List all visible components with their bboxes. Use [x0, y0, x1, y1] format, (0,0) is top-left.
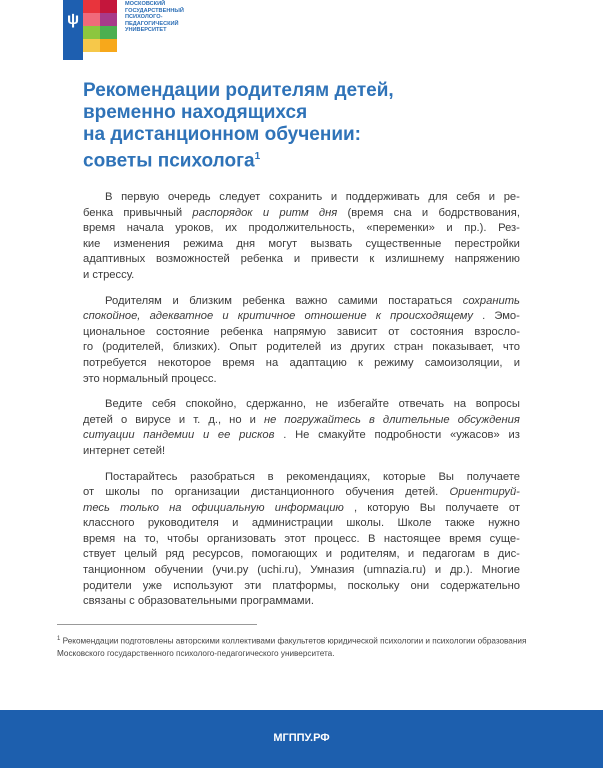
text-segment: ре-: [503, 191, 520, 203]
text-segment: .: [283, 429, 287, 442]
text-segment: педагогам: [422, 548, 476, 561]
text-segment: родителей: [266, 341, 322, 354]
text-segment: родителям,: [340, 548, 400, 561]
text-segment: (время: [347, 206, 384, 219]
text-segment: и: [488, 191, 496, 203]
text-segment: Многие: [481, 564, 520, 577]
text-segment: Не: [295, 429, 310, 442]
text-segment: взросло-: [474, 325, 520, 338]
text-segment: школы.: [346, 517, 385, 530]
text-segment: и: [293, 253, 301, 266]
paragraph: [83, 397, 520, 459]
text-segment: Школе: [397, 517, 432, 530]
text-segment: т.: [193, 413, 201, 426]
text-segment: этот: [284, 532, 306, 545]
text-segment: стран: [393, 341, 424, 354]
text-segment: себя: [456, 191, 481, 203]
text-segment: ряд: [165, 548, 185, 561]
text-segment: настоящее: [383, 532, 441, 545]
text-line: [83, 309, 520, 325]
text-segment: состояния: [410, 325, 464, 338]
text-segment: напряжению: [454, 253, 520, 266]
text-segment: самоизоляции,: [424, 356, 503, 369]
text-segment: сна: [393, 206, 412, 219]
text-segment: они: [410, 579, 430, 592]
text-segment: В: [368, 532, 376, 545]
logo-blue-column: [63, 0, 83, 60]
text-line: [83, 356, 520, 372]
text-segment: продолжительность,: [248, 222, 355, 235]
emphasis-text: длительные: [382, 413, 450, 426]
text-segment: время: [449, 532, 482, 545]
emphasis-text: и: [222, 310, 229, 323]
text-segment: разобраться: [190, 470, 255, 483]
text-segment: на: [453, 398, 467, 411]
logo-square: [100, 26, 117, 39]
text-segment: организовать: [207, 532, 276, 545]
psi-icon: ψ: [66, 11, 80, 28]
text-line: [83, 221, 520, 237]
emphasis-text: в: [369, 413, 375, 426]
text-segment: и: [178, 413, 186, 426]
text-segment: поддерживать: [345, 191, 420, 203]
emphasis-text: и: [202, 429, 210, 442]
text-segment: Постарайтесь: [105, 470, 178, 483]
emphasis-text: к: [375, 310, 382, 323]
logo-text-line: УНИВЕРСИТЕТ: [125, 27, 167, 34]
text-segment: Опыт: [229, 341, 258, 354]
text-line: [83, 485, 520, 501]
text-segment: что: [502, 341, 520, 354]
logo-square: [100, 13, 117, 26]
paragraph: [83, 190, 520, 284]
text-segment: суще-: [489, 532, 520, 545]
text-segment: адаптивных: [83, 253, 146, 266]
text-segment: и: [325, 548, 332, 561]
text-segment: к: [369, 253, 375, 266]
text-segment: «ужасов»: [449, 429, 500, 442]
logo-text-line: ПЕДАГОГИЧЕСКИЙ: [125, 20, 179, 27]
text-line: [83, 594, 520, 610]
text-segment: .: [482, 310, 486, 323]
text-line: [83, 294, 520, 310]
text-segment: время: [83, 532, 116, 545]
footnote-mark: 1: [57, 636, 61, 642]
emphasis-text: спокойное,: [83, 310, 141, 323]
emphasis-text: ее: [217, 429, 231, 442]
emphasis-text: информацию: [274, 501, 344, 514]
text-segment: уроков,: [175, 222, 214, 235]
text-segment: д.,: [208, 413, 222, 426]
footnote-reference[interactable]: 1: [254, 151, 261, 162]
text-segment: на: [123, 532, 136, 545]
text-segment: бодрствования,: [438, 206, 520, 219]
text-segment: Родителям: [105, 294, 162, 307]
text-segment: вопросы: [475, 398, 520, 411]
text-line: [83, 413, 520, 429]
text-segment: ребенка: [220, 325, 263, 338]
text-segment: вызвать: [310, 237, 353, 250]
text-segment: и: [172, 294, 179, 307]
text-segment: дня: [236, 237, 256, 250]
footnote-text: Рекомендации подготовлены авторскими коллективами факультетов юридической психологии и психологии образования Московского государственного психолого-педагогического университета.: [57, 636, 527, 659]
text-line: [83, 190, 520, 206]
text-segment: интернет сетей!: [83, 444, 166, 457]
logo-text-line: ГОСУДАРСТВЕННЫЙ: [125, 7, 184, 14]
text-line: [83, 252, 520, 268]
emphasis-text: пандемии: [143, 429, 195, 442]
text-segment: спокойно,: [185, 398, 237, 411]
text-line: [83, 547, 520, 563]
text-segment: детей: [83, 413, 113, 426]
text-segment: напрямую: [273, 325, 327, 338]
emphasis-text: погружайтесь: [284, 413, 361, 426]
footnote-divider: [57, 624, 257, 625]
text-segment: и: [421, 206, 429, 219]
text-segment: то,: [144, 532, 159, 545]
text-line: [83, 237, 520, 253]
text-segment: администрации: [251, 517, 334, 530]
text-segment: возможностей: [156, 253, 230, 266]
text-segment: обучения: [345, 486, 395, 499]
title-text: советы психолога: [83, 150, 255, 172]
text-segment: (uchi.ru),: [257, 564, 302, 577]
text-segment: «переменки»: [366, 222, 435, 235]
text-segment: платформы,: [272, 579, 337, 592]
text-segment: Умназия: [310, 564, 355, 577]
text-segment: привести: [310, 253, 359, 266]
footnote: [57, 633, 547, 661]
text-segment: которые: [383, 470, 426, 483]
text-segment: (учи.ру: [212, 564, 249, 577]
logo-square: [100, 0, 117, 13]
text-segment: в: [483, 548, 490, 561]
text-segment: помогающих: [251, 548, 318, 561]
emphasis-text: отношение: [304, 310, 367, 323]
text-segment: показывает,: [432, 341, 494, 354]
text-segment: ,: [354, 501, 358, 514]
text-line: [83, 516, 520, 532]
text-segment: для: [428, 191, 448, 203]
text-segment: детей.: [405, 486, 439, 499]
text-segment: эти: [244, 579, 262, 592]
text-segment: от: [388, 325, 400, 338]
emphasis-text: и: [262, 206, 270, 219]
text-segment: существенные: [365, 237, 442, 250]
text-segment: классного: [83, 517, 135, 530]
text-segment: на: [265, 356, 279, 369]
paragraph: [83, 470, 520, 610]
text-segment: циональное: [83, 325, 146, 338]
text-segment: изменения: [113, 237, 170, 250]
text-segment: адаптацию: [289, 356, 347, 369]
text-segment: ребенка: [240, 253, 284, 266]
text-segment: начала: [126, 222, 164, 235]
text-segment: организации: [174, 486, 240, 499]
text-segment: Эмо-: [494, 310, 520, 323]
footer-bar: [0, 710, 603, 768]
text-segment: режиму: [374, 356, 414, 369]
text-segment: кие: [83, 237, 101, 250]
text-line: [83, 268, 520, 284]
text-segment: это нормальный процесс.: [83, 372, 217, 385]
text-segment: содержательно: [440, 579, 520, 592]
text-segment: и: [232, 517, 239, 530]
text-segment: получаете: [466, 470, 520, 483]
text-segment: чтобы: [167, 532, 199, 545]
text-line: [83, 470, 520, 486]
emphasis-text: ситуации: [83, 429, 135, 442]
emphasis-text: официальную: [191, 501, 265, 514]
text-segment: и: [407, 548, 415, 561]
text-segment: близких).: [172, 341, 221, 354]
logo-square: [100, 39, 117, 52]
text-line: [83, 563, 520, 579]
text-segment: и: [434, 564, 442, 577]
text-segment: и: [446, 222, 453, 235]
text-line: [83, 532, 520, 548]
emphasis-text: происходящему: [390, 310, 473, 323]
emphasis-text: сохранить: [462, 294, 520, 307]
title-line: [83, 146, 543, 172]
text-segment: сдержанно,: [246, 398, 307, 411]
text-segment: (umnazia.ru): [363, 564, 426, 577]
text-segment: школы: [105, 486, 140, 499]
university-logo: [63, 0, 119, 60]
text-segment: Рез-: [498, 222, 520, 235]
emphasis-text: на: [169, 501, 182, 514]
text-line: [83, 325, 520, 341]
text-segment: др.).: [450, 564, 473, 577]
text-line: [83, 579, 520, 595]
text-segment: близким: [189, 294, 232, 307]
text-segment: Вы: [419, 501, 436, 514]
emphasis-text: дня: [318, 206, 338, 219]
text-segment: бенка: [83, 206, 114, 219]
text-segment: уже: [142, 579, 163, 592]
logo-text-line: ПСИХОЛОГО-: [125, 14, 163, 21]
paragraph: [83, 294, 520, 388]
logo-square: [83, 13, 100, 26]
title-line: Рекомендации родителям детей,: [83, 80, 394, 101]
emphasis-text: не: [263, 413, 277, 426]
text-segment: но: [229, 413, 242, 426]
text-segment: (родителей,: [102, 341, 164, 354]
text-segment: по: [151, 486, 164, 499]
text-segment: от: [508, 501, 520, 514]
text-segment: и: [513, 356, 520, 369]
text-segment: смакуйте: [318, 429, 366, 442]
text-segment: перестройки: [454, 237, 520, 250]
text-segment: вирусе: [135, 413, 171, 426]
text-segment: используют: [173, 579, 234, 592]
emphasis-text: обсуждения: [457, 413, 520, 426]
text-segment: ребенка: [242, 294, 285, 307]
text-line: [83, 501, 520, 517]
university-name: [125, 1, 215, 34]
text-segment: очередь: [167, 191, 211, 203]
text-segment: В: [105, 191, 113, 203]
logo-square: [83, 0, 100, 13]
text-segment: из: [508, 429, 520, 442]
text-line: [83, 397, 520, 413]
text-line: [83, 372, 520, 388]
title-line: на дистанционном обучении:: [83, 124, 362, 145]
text-segment: могут: [268, 237, 298, 250]
text-segment: и: [249, 413, 256, 426]
emphasis-text: ритм: [279, 206, 309, 219]
logo-square: [83, 39, 100, 52]
text-segment: в: [267, 470, 274, 483]
emphasis-text: Ориентируй-: [449, 486, 520, 499]
text-segment: Ведите: [105, 398, 143, 411]
text-segment: зависит: [336, 325, 378, 338]
emphasis-text: адекватное: [149, 310, 214, 323]
text-segment: их: [225, 222, 237, 235]
text-segment: процесс.: [314, 532, 360, 545]
text-segment: ресурсов,: [192, 548, 244, 561]
footer-website[interactable]: МГППУ.РФ: [273, 732, 330, 744]
text-segment: от: [83, 486, 95, 499]
logo-text-line: МОСКОВСКИЙ: [125, 1, 166, 7]
text-segment: привычный: [123, 206, 183, 219]
text-line: [83, 444, 520, 460]
text-line: [83, 340, 520, 356]
text-segment: обучении: [154, 564, 204, 577]
text-segment: дистанционного: [251, 486, 335, 499]
text-line: [83, 428, 520, 444]
emphasis-text: критичное: [237, 310, 296, 323]
document-body: [83, 190, 520, 620]
text-segment: время: [222, 356, 255, 369]
title-line: временно находящихся: [83, 102, 308, 123]
text-segment: отвечать: [398, 398, 445, 411]
text-segment: которую: [367, 501, 410, 514]
text-segment: к: [358, 356, 363, 369]
emphasis-text: распорядок: [192, 206, 253, 219]
text-segment: Вы: [438, 470, 454, 483]
text-segment: также: [444, 517, 475, 530]
text-segment: и стрессу.: [83, 268, 135, 281]
text-segment: первую: [121, 191, 160, 203]
text-segment: дис-: [497, 548, 520, 561]
text-segment: рекомендациях,: [286, 470, 371, 483]
text-segment: излишнему: [385, 253, 444, 266]
text-segment: о: [120, 413, 128, 426]
text-segment: время: [83, 222, 116, 235]
text-segment: состояние: [156, 325, 210, 338]
text-segment: подробности: [374, 429, 442, 442]
text-segment: нужно: [488, 517, 520, 530]
text-segment: других: [350, 341, 385, 354]
text-segment: руководителя: [147, 517, 219, 530]
emphasis-text: рисков: [239, 429, 275, 442]
text-line: [83, 206, 520, 222]
emphasis-text: только: [120, 501, 159, 514]
text-segment: целый: [124, 548, 158, 561]
text-segment: важно: [295, 294, 328, 307]
text-segment: из: [330, 341, 342, 354]
text-segment: сохранить: [268, 191, 323, 203]
text-segment: постараться: [388, 294, 453, 307]
text-segment: самими: [337, 294, 378, 307]
text-segment: следует: [219, 191, 261, 203]
text-segment: не: [315, 398, 329, 411]
text-segment: пр.).: [464, 222, 487, 235]
text-segment: режима: [183, 237, 224, 250]
text-segment: потребуется: [83, 356, 147, 369]
text-segment: поскольку: [347, 579, 400, 592]
text-segment: го: [83, 341, 94, 354]
text-segment: избегайте: [337, 398, 389, 411]
emphasis-text: тесь: [83, 501, 110, 514]
text-segment: себя: [152, 398, 176, 411]
logo-square: [83, 26, 100, 39]
text-segment: родители: [83, 579, 132, 592]
text-segment: связаны с образовательными программами.: [83, 595, 314, 608]
text-segment: и: [330, 191, 338, 203]
text-segment: ствует: [83, 548, 116, 561]
page-title: [83, 80, 543, 172]
text-segment: некоторое: [157, 356, 212, 369]
text-segment: танционном: [83, 564, 146, 577]
text-segment: получаете: [445, 501, 499, 514]
